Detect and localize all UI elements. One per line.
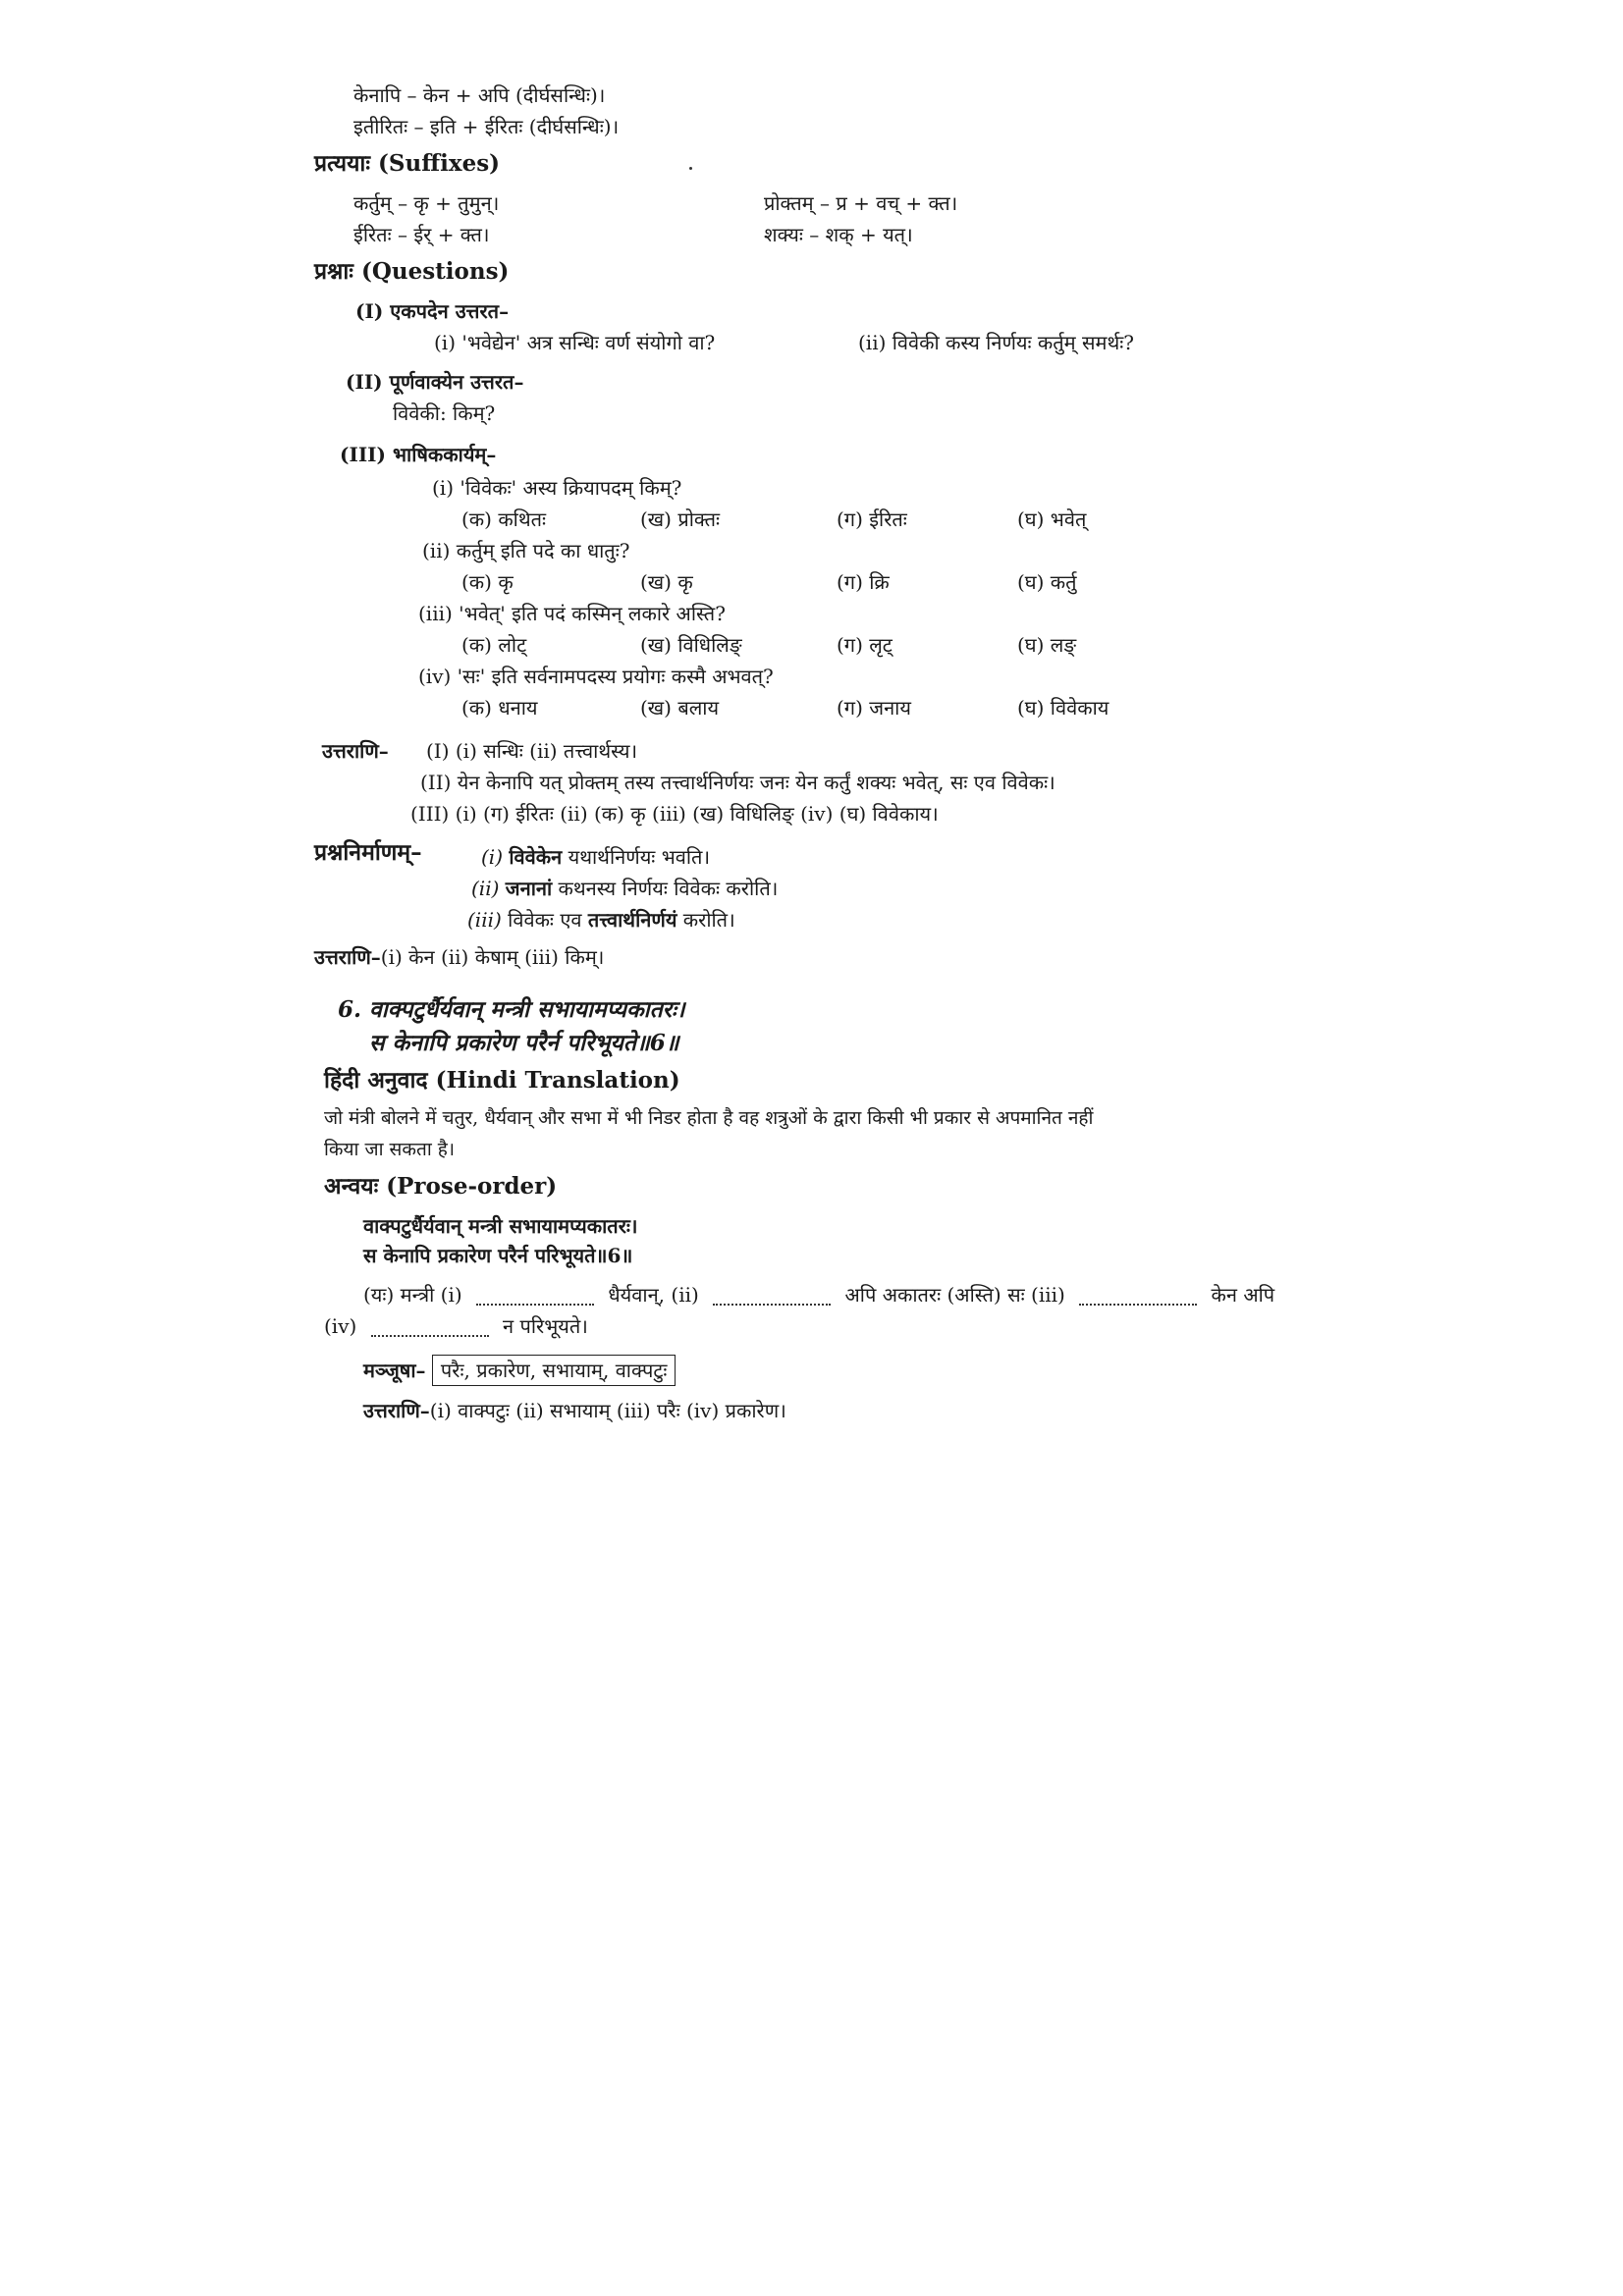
sandhi-line-1: केनापि – केन + अपि (दीर्घसन्धिः)। bbox=[353, 83, 606, 107]
mcq-3-option-d: (घ) लङ् bbox=[1017, 633, 1077, 657]
sandhi-line-2: इतीरितः – इति + ईरितः (दीर्घसन्धिः)। bbox=[353, 115, 620, 138]
mcq-2-option-c: (ग) क्रि bbox=[837, 570, 890, 594]
qf-1-num: (i) bbox=[481, 845, 504, 869]
section-2-q1: विवेकी: किम्? bbox=[393, 401, 496, 425]
mcq-1-option-a: (क) कथितः bbox=[461, 507, 547, 531]
mcq-2-question: (ii) कर्तुम् इति पदे का धातुः? bbox=[422, 539, 630, 562]
suffix-proktam: प्रोक्तम् – प्र + वच् + क्त। bbox=[764, 191, 958, 215]
answers-section-2: (II) येन केनापि यत् प्रोक्तम् तस्य तत्त्वार्थनिर्णयः जनः येन कर्तुं शक्यः भवेत्, सः एव विवेकः। bbox=[420, 771, 1055, 794]
prose-answers-text: (i) वाक्पटुः (ii) सभायाम् (iii) परैः (iv) प्रकारेण। bbox=[429, 1399, 786, 1422]
mcq-3-option-a: (क) लोट् bbox=[461, 633, 527, 657]
qf-3-num: (iii) bbox=[467, 908, 502, 932]
section-3-label: (III) भाषिककार्यम्– bbox=[340, 443, 497, 466]
qf-2-bold: जनानां bbox=[505, 877, 553, 900]
mcq-4-option-a: (क) धनाय bbox=[461, 696, 538, 720]
fill-1-part-a: (यः) मन्त्री (i) bbox=[363, 1283, 462, 1307]
verse-line-1: 6. वाक्पटुर्धैर्यवान् मन्त्री सभायामप्यकातरः। bbox=[338, 996, 685, 1023]
fill-1-part-c: अपि अकातरः (अस्ति) सः (iii) bbox=[844, 1283, 1065, 1307]
prose-order-heading: अन्वयः (Prose-order) bbox=[324, 1173, 558, 1200]
mcq-4-question: (iv) 'सः' इति सर्वनामपदस्य प्रयोगः कस्मै अभवत्? bbox=[418, 665, 774, 688]
question-formation-1 bbox=[481, 844, 710, 870]
answers-section-1: (I) (i) सन्धिः (ii) तत्त्वार्थस्य। bbox=[426, 739, 638, 763]
question-formation-label: प्रश्ननिर्माणम्– bbox=[314, 839, 422, 866]
mcq-1-option-c: (ग) ईरितः bbox=[837, 507, 907, 531]
mcq-4-option-c: (ग) जनाय bbox=[837, 696, 911, 720]
mcq-1-option-d: (घ) भवेत् bbox=[1017, 507, 1087, 531]
mcq-2-option-d: (घ) कर्तु bbox=[1017, 570, 1077, 594]
mcq-3-option-c: (ग) लृट् bbox=[837, 633, 893, 657]
verse-line-2: स केनापि प्रकारेण परैर्न परिभूयते॥6॥ bbox=[369, 1030, 679, 1056]
qf-answers-label: उत्तराणि– bbox=[314, 945, 381, 969]
question-formation-2 bbox=[471, 876, 778, 901]
section-1-q2: (ii) विवेकी कस्य निर्णयः कर्तुम् समर्थः? bbox=[858, 331, 1135, 354]
hindi-translation-line-1: जो मंत्री बोलने में चतुर, धैर्यवान् और सभा में भी निडर होता है वह शत्रुओं के द्वारा किसी भी प्रकार से अपमानित नहीं bbox=[324, 1107, 1094, 1129]
section-2-label: (II) पूर्णवाक्येन उत्तरत– bbox=[346, 370, 524, 394]
section-1-q1: (i) 'भवेद्येन' अत्र सन्धिः वर्ण संयोगो वा? bbox=[434, 331, 716, 354]
mcq-4-option-d: (घ) विवेकाय bbox=[1017, 696, 1109, 720]
stray-dot bbox=[689, 167, 692, 170]
qf-1-rest: यथार्थनिर्णयः भवति। bbox=[562, 845, 711, 869]
suffix-shakyah: शक्यः – शक् + यत्। bbox=[764, 223, 913, 246]
question-formation-3 bbox=[467, 907, 735, 933]
suffix-iritah: ईरितः – ईर् + क्त। bbox=[353, 223, 490, 246]
qf-answers-text: (i) केन (ii) केषाम् (iii) किम्। bbox=[380, 945, 605, 969]
prose-answers-label: उत्तराणि– bbox=[363, 1399, 430, 1422]
mcq-2-option-b: (ख) कृ bbox=[640, 570, 693, 594]
qf-1-bold: विवेकेन bbox=[509, 845, 563, 869]
hindi-translation-heading: हिंदी अनुवाद (Hindi Translation) bbox=[324, 1067, 680, 1094]
qf-3-bold: तत्त्वार्थनिर्णयं bbox=[587, 908, 677, 932]
fill-blank-line-2 bbox=[324, 1313, 588, 1339]
fill-1-part-d: केन अपि bbox=[1211, 1283, 1275, 1307]
fill-blank-line-1 bbox=[363, 1282, 1274, 1308]
section-1-label: (I) एकपदेन उत्तरत– bbox=[355, 299, 510, 323]
blank-3 bbox=[1079, 1288, 1197, 1306]
fill-2-part-a: (iv) bbox=[324, 1314, 357, 1338]
question-formation-answers bbox=[314, 944, 604, 970]
hindi-translation-line-2: किया जा सकता है। bbox=[324, 1139, 456, 1160]
mcq-3-question: (iii) 'भवेत्' इति पदं कस्मिन् लकारे अस्ति? bbox=[418, 602, 726, 625]
qf-2-num: (ii) bbox=[471, 877, 500, 900]
blank-4 bbox=[371, 1319, 489, 1337]
manjusha-box: परैः, प्रकारेण, सभायाम्, वाक्पटुः bbox=[432, 1355, 676, 1386]
qf-3-pre: विवेकः एव bbox=[501, 908, 588, 932]
blank-2 bbox=[713, 1288, 831, 1306]
prose-verse-line-1: वाक्पटुर्धैर्यवान् मन्त्री सभायामप्यकातरः। bbox=[363, 1214, 638, 1238]
mcq-1-option-b: (ख) प्रोक्तः bbox=[640, 507, 721, 531]
mcq-2-option-a: (क) कृ bbox=[461, 570, 514, 594]
answers-label: उत्तराणि– bbox=[322, 739, 389, 763]
answers-section-3: (III) (i) (ग) ईरितः (ii) (क) कृ (iii) (ख) विधिलिङ् (iv) (घ) विवेकाय। bbox=[410, 802, 939, 826]
mcq-1-question: (i) 'विवेकः' अस्य क्रियापदम् किम्? bbox=[432, 476, 682, 500]
mcq-4-option-b: (ख) बलाय bbox=[640, 696, 720, 720]
prose-verse-line-2: स केनापि प्रकारेण परैर्न परिभूयते॥6॥ bbox=[363, 1244, 633, 1267]
suffix-karum: कर्तुम् – कृ + तुमुन्। bbox=[353, 191, 500, 215]
blank-1 bbox=[476, 1288, 594, 1306]
qf-2-rest: कथनस्य निर्णयः विवेकः करोति। bbox=[552, 877, 779, 900]
questions-heading: प्रश्नाः (Questions) bbox=[314, 258, 510, 285]
fill-2-part-b: न परिभूयते। bbox=[503, 1314, 588, 1338]
manjusha-label: मञ्जूषा– bbox=[363, 1359, 426, 1382]
manjusha-row bbox=[363, 1355, 676, 1386]
suffixes-heading: प्रत्ययाः (Suffixes) bbox=[314, 150, 501, 177]
fill-1-part-b: धैर्यवान्, (ii) bbox=[608, 1283, 699, 1307]
prose-answers bbox=[363, 1398, 786, 1423]
qf-3-rest: करोति। bbox=[676, 908, 735, 932]
mcq-3-option-b: (ख) विधिलिङ् bbox=[640, 633, 742, 657]
